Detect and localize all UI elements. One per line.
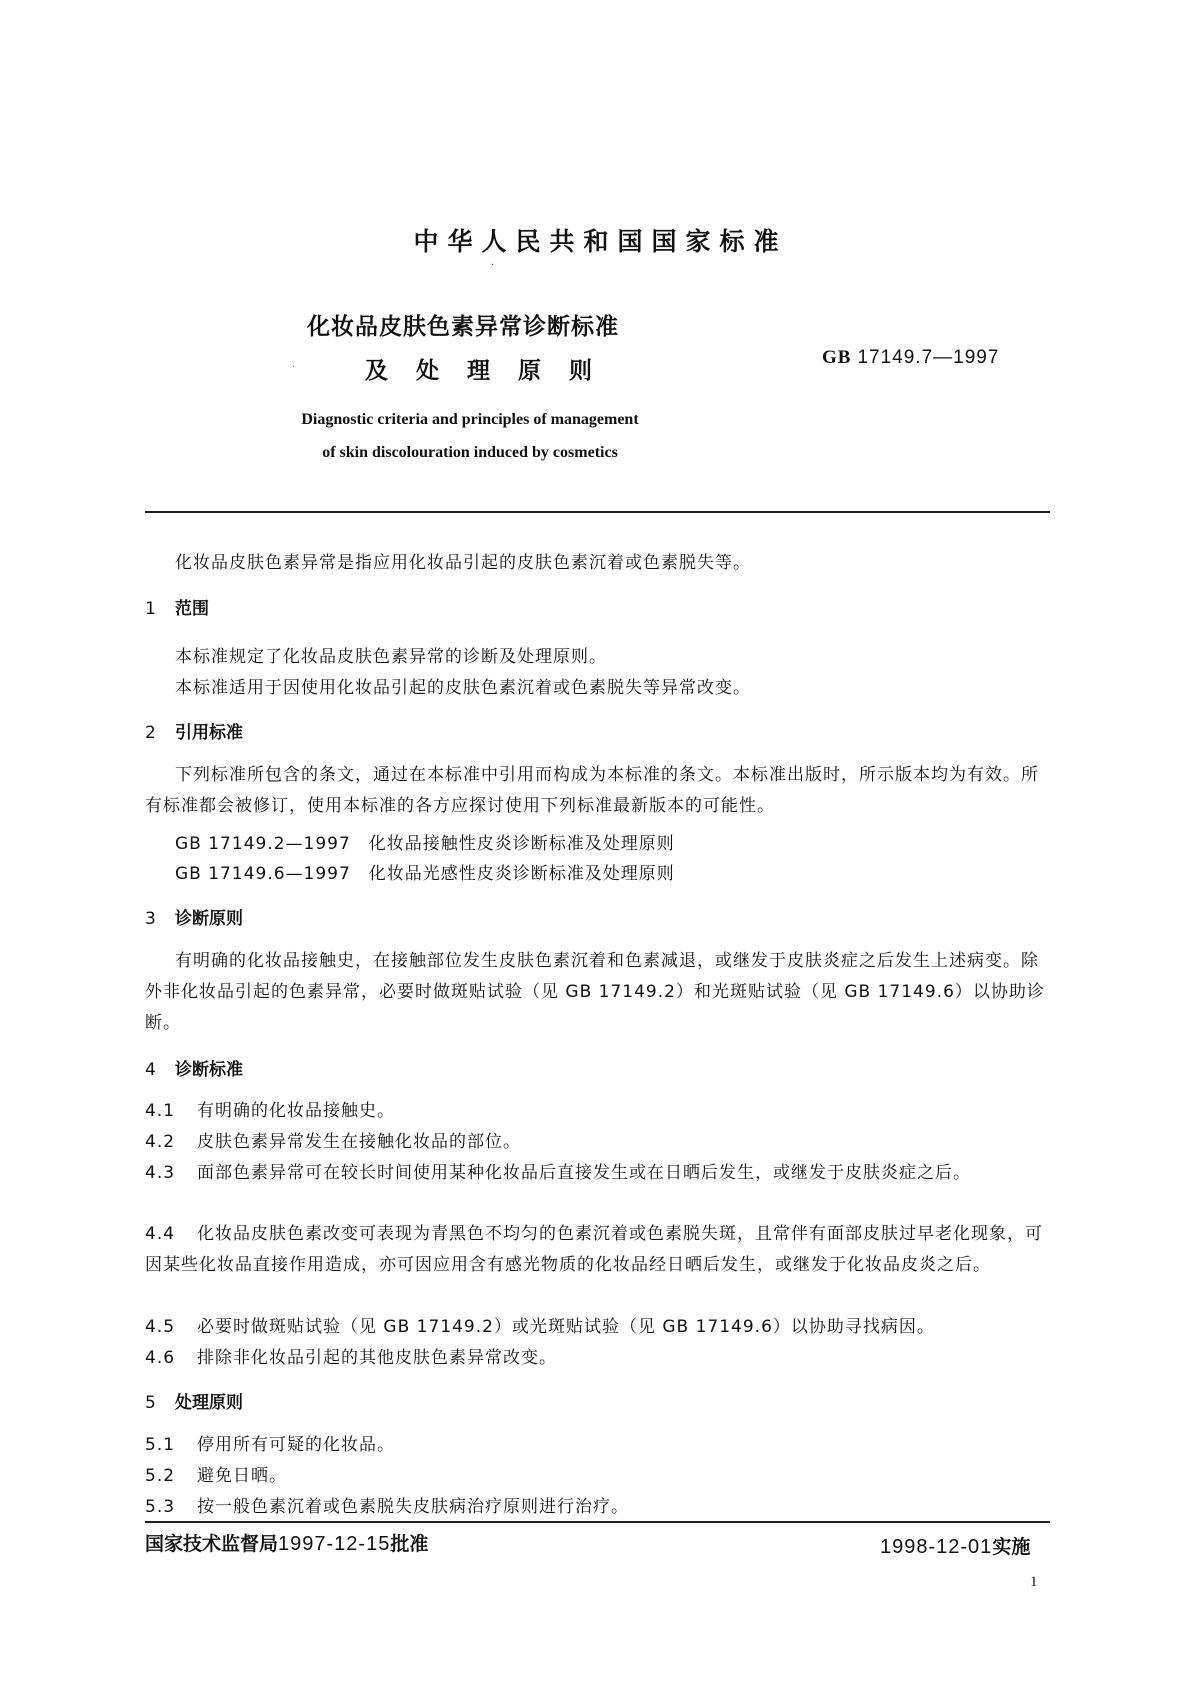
clause-number: 5.1: [145, 1435, 176, 1455]
section-heading-4: [145, 1055, 243, 1080]
section-number: 1: [145, 599, 156, 619]
english-title-line1: Diagnostic criteria and principles of management: [301, 411, 639, 428]
section-title: 诊断标准: [175, 1060, 243, 1080]
section-heading-2: [145, 718, 243, 743]
section-number: 4: [145, 1060, 156, 1080]
footer-divider: [145, 1521, 1050, 1523]
section-number: 2: [145, 723, 156, 743]
clause-number: 4.4: [145, 1224, 176, 1244]
national-standard-title: 中华人民共和国国家标准: [413, 227, 788, 256]
clause: [145, 1312, 1050, 1343]
clause-text: 按一般色素沉着或色素脱失皮肤病治疗原则进行治疗。: [197, 1497, 629, 1517]
page-number: 1: [1030, 1574, 1038, 1590]
approval-line: [145, 1529, 428, 1556]
approval-org: 国家技术监督局: [145, 1533, 279, 1555]
decorative-dot: ·: [292, 362, 296, 373]
clause-number: 4.5: [145, 1317, 176, 1337]
intro-paragraph: 化妆品皮肤色素异常是指应用化妆品引起的皮肤色素沉着或色素脱失等。: [175, 553, 751, 573]
clause: [145, 1096, 1050, 1127]
approval-date: 1997-12-15: [278, 1533, 391, 1555]
clause: [145, 1430, 1050, 1461]
section-number: 3: [145, 909, 156, 929]
section-heading-5: [145, 1388, 243, 1413]
section-heading-3: [145, 904, 243, 929]
clause-text: 停用所有可疑的化妆品。: [197, 1435, 395, 1455]
section-title: 诊断原则: [175, 909, 243, 929]
clause-text: 有明确的化妆品接触史。: [197, 1101, 395, 1121]
effective-date: 1998-12-01: [880, 1536, 993, 1558]
clause-number: 4.1: [145, 1101, 176, 1121]
clause-text: 必要时做斑贴试验（见 GB 17149.2）或光斑贴试验（见 GB 17149.6）以协助寻找病因。: [197, 1317, 935, 1337]
document-title-line2: 及处理原则: [365, 358, 620, 384]
clause-text: 化妆品皮肤色素改变可表现为青黑色不均匀的色素沉着或色素脱失斑，且常伴有面部皮肤过早老化现象，可因某些化妆品直接作用造成，亦可因应用含有感光物质的化妆品经日晒后发生，或继发于化妆品皮炎之后。: [145, 1224, 1043, 1275]
clause: [145, 1343, 1050, 1374]
clause-number: 4.3: [145, 1163, 176, 1183]
clause: [145, 1219, 1050, 1281]
clause: [145, 1158, 1050, 1189]
standard-code: [822, 347, 999, 369]
paragraph: 本标准规定了化妆品皮肤色素异常的诊断及处理原则。: [175, 647, 607, 667]
section-title: 范围: [175, 599, 209, 619]
paragraph: 下列标准所包含的条文，通过在本标准中引用而构成为本标准的条文。本标准出版时，所示版本均为有效。所有标准都会被修订，使用本标准的各方应探讨使用下列标准最新版本的可能性。: [145, 765, 1039, 816]
clause: [145, 1127, 1050, 1158]
clause: [145, 1492, 1050, 1523]
section-title: 引用标准: [175, 723, 243, 743]
standard-code-prefix: GB: [822, 347, 852, 368]
decorative-dot: ·: [491, 260, 495, 271]
clause-number: 4.6: [145, 1348, 176, 1368]
clause-text: 避免日晒。: [197, 1466, 287, 1486]
effective-suffix: 实施: [992, 1536, 1031, 1558]
reference-item: GB 17149.2—1997 化妆品接触性皮炎诊断标准及处理原则: [175, 834, 675, 854]
header-divider: [145, 511, 1050, 513]
english-title-line2: of skin discolouration induced by cosmetics: [322, 444, 618, 461]
clause-text: 面部色素异常可在较长时间使用某种化妆品后直接发生或在日晒后发生，或继发于皮肤炎症之后。: [197, 1163, 971, 1183]
standard-code-number: 17149.7—1997: [857, 347, 1000, 368]
section-number: 5: [145, 1393, 156, 1413]
section-heading-1: [145, 594, 209, 619]
clause-number: 5.3: [145, 1497, 176, 1517]
clause: [145, 1461, 1050, 1492]
approval-suffix: 批准: [390, 1533, 429, 1555]
clause-number: 4.2: [145, 1132, 176, 1152]
clause-number: 5.2: [145, 1466, 176, 1486]
section-title: 处理原则: [175, 1393, 243, 1413]
reference-item: GB 17149.6—1997 化妆品光感性皮炎诊断标准及处理原则: [175, 864, 675, 884]
clause-text: 皮肤色素异常发生在接触化妆品的部位。: [197, 1132, 521, 1152]
effective-line: [880, 1532, 1030, 1559]
paragraph: 有明确的化妆品接触史，在接触部位发生皮肤色素沉着和色素减退，或继发于皮肤炎症之后发生上述病变。除外非化妆品引起的色素异常，必要时做斑贴试验（见 GB 17149.2）和光斑贴试验（见 GB 17149.6）以协助诊断。: [145, 951, 1045, 1033]
clause-text: 排除非化妆品引起的其他皮肤色素异常改变。: [197, 1348, 557, 1368]
document-title-line1: 化妆品皮肤色素异常诊断标准: [307, 314, 619, 340]
paragraph: 本标准适用于因使用化妆品引起的皮肤色素沉着或色素脱失等异常改变。: [175, 678, 751, 698]
